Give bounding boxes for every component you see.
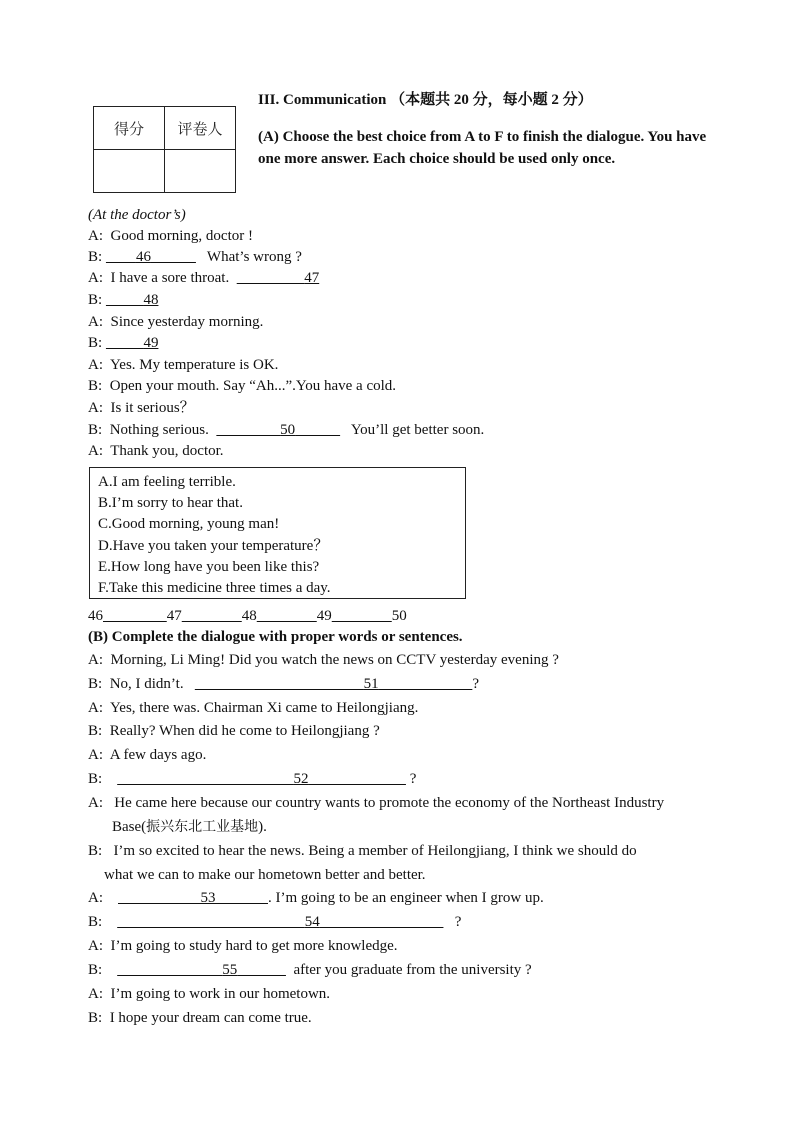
dialogue-line: [88, 356, 278, 374]
dialogue-line: [88, 722, 380, 740]
answer-blank-48[interactable]: [106, 292, 159, 308]
answer-blank-49[interactable]: [106, 335, 159, 351]
answer-blank-54[interactable]: [117, 914, 443, 930]
speaker: B:: [88, 249, 103, 265]
dialogue-line: [88, 746, 206, 764]
line-text: You’ll get better soon.: [350, 422, 485, 438]
dialogue-line: [88, 913, 461, 931]
answer-number: 47: [166, 608, 182, 624]
answer-number: 48: [241, 608, 257, 624]
line-text: what we can to make our hometown better and better.: [104, 867, 426, 883]
speaker: A:: [88, 890, 103, 906]
dialogue-line-continued: [112, 818, 267, 836]
speaker: A:: [88, 795, 103, 811]
speaker: B:: [88, 962, 103, 978]
score-cell[interactable]: [94, 150, 165, 193]
speaker: A:: [88, 652, 103, 668]
speaker: A:: [88, 443, 103, 459]
answer-blank-50[interactable]: [216, 422, 340, 438]
line-text: Yes. My temperature is OK.: [109, 357, 279, 373]
dialogue-line: [88, 839, 714, 863]
speaker: A:: [88, 270, 103, 286]
dialogue-line: [88, 248, 302, 266]
answer-slot[interactable]: [332, 608, 392, 624]
blank-number: 49: [143, 335, 159, 351]
grader-cell[interactable]: [165, 150, 236, 193]
dialogue-line: [88, 770, 416, 788]
dialogue-line: [88, 961, 532, 979]
line-text: ?: [454, 914, 462, 930]
line-text: Open your mouth. Say “Ah...”.You have a cold.: [109, 378, 397, 394]
blank-number: 51: [363, 676, 379, 692]
speaker: B:: [88, 723, 103, 739]
speaker: A:: [88, 938, 103, 954]
blank-number: 48: [143, 292, 159, 308]
answer-slot[interactable]: [103, 608, 167, 624]
dialogue-line: [88, 334, 158, 352]
dialogue-line: [88, 313, 263, 331]
speaker: A:: [88, 400, 103, 416]
dialogue-line: [88, 1009, 312, 1027]
speaker: A:: [88, 700, 103, 716]
dialogue-line: [88, 421, 484, 439]
line-text: No, I didn’t.: [109, 676, 184, 692]
line-text: I’m so excited to hear the news. Being a member of Heilongjiang, I think we should do: [113, 843, 637, 859]
line-text: ?: [409, 771, 417, 787]
answer-number: 49: [316, 608, 332, 624]
speaker: A:: [88, 986, 103, 1002]
line-text: Yes, there was. Chairman Xi came to Heilongjiang.: [109, 700, 419, 716]
line-text: Really? When did he come to Heilongjiang ?: [109, 723, 380, 739]
speaker: A:: [88, 228, 103, 244]
dialogue-line: [88, 227, 253, 245]
speaker: B:: [88, 292, 103, 308]
line-text: Since yesterday morning.: [110, 314, 264, 330]
speaker: B:: [88, 771, 103, 787]
line-text: Thank you, doctor.: [110, 443, 224, 459]
blank-number: 50: [280, 422, 296, 438]
blank-number: 46: [135, 249, 151, 265]
choice-f: F.Take this medicine three times a day.: [98, 580, 331, 596]
speaker: B:: [88, 676, 103, 692]
speaker: A:: [88, 357, 103, 373]
dialogue-line: [88, 399, 195, 417]
dialogue-line: [88, 675, 479, 693]
dialogue-line: [88, 699, 418, 717]
answer-slot[interactable]: [182, 608, 242, 624]
speaker: B:: [88, 378, 103, 394]
dialogue-line: [88, 291, 158, 309]
line-text: Morning, Li Ming! Did you watch the news on CCTV yesterday evening ?: [110, 652, 559, 668]
blank-number: 53: [200, 890, 216, 906]
line-text: I’m going to work in our hometown.: [110, 986, 331, 1002]
choice-c: C.Good morning, young man!: [98, 516, 280, 532]
line-text: Base(: [112, 819, 147, 835]
answer-blank-53[interactable]: [118, 890, 268, 906]
section-title: III. Communication （本题共 20 分，每小题 2 分）: [258, 92, 593, 108]
line-text-chinese: 振兴东北工业基地: [146, 819, 259, 835]
dialogue-line: [88, 651, 559, 669]
answer-number: 46: [88, 608, 103, 624]
dialogue-line-continued: [104, 866, 426, 884]
dialogue-line: [88, 791, 714, 815]
grader-label: 评卷人: [165, 107, 236, 150]
choice-a: A.I am feeling terrible.: [98, 474, 236, 490]
answer-blank-51[interactable]: [195, 676, 473, 692]
line-text: He came here because our country wants to promote the economy of the Northeast Industry: [114, 795, 665, 811]
dialogue-line: [88, 377, 396, 395]
dialogue-line: [88, 269, 319, 287]
blank-number: 55: [222, 962, 238, 978]
line-text: ).: [258, 819, 267, 835]
speaker: A:: [88, 314, 103, 330]
line-text: What’s wrong ?: [206, 249, 302, 265]
scene-label: (At the doctor’s): [88, 207, 186, 223]
blank-number: 52: [293, 771, 309, 787]
answer-blank-46[interactable]: [106, 249, 196, 265]
answer-blank-47[interactable]: [237, 270, 320, 286]
answer-blank-55[interactable]: [117, 962, 286, 978]
dialogue-line: [88, 442, 224, 460]
choice-d: D.Have you taken your temperature？: [98, 538, 329, 554]
answer-row: [88, 607, 407, 625]
speaker: B:: [88, 914, 103, 930]
line-text: Good morning, doctor !: [110, 228, 253, 244]
choice-e: E.How long have you been like this?: [98, 559, 320, 575]
answer-slot[interactable]: [257, 608, 317, 624]
dialogue-line: [88, 889, 544, 907]
blank-number: 47: [304, 270, 320, 286]
line-text: I hope your dream can come true.: [109, 1010, 312, 1026]
part-a-instruction: (A) Choose the best choice from A to F to finish the dialogue. You have one more answer. Each choice should be used only once.: [258, 129, 707, 167]
choices-box: [89, 467, 466, 599]
dialogue-line: [88, 937, 398, 955]
line-text: . I’m going to be an engineer when I grow up.: [268, 890, 544, 906]
line-text: Is it serious？: [110, 400, 195, 416]
choice-b: B.I’m sorry to hear that.: [98, 495, 243, 511]
speaker: B:: [88, 843, 103, 859]
score-box: [93, 106, 236, 193]
line-text: ?: [472, 676, 479, 692]
dialogue-line: [88, 985, 330, 1003]
answer-blank-52[interactable]: [117, 771, 406, 787]
answer-number: 50: [391, 608, 407, 624]
speaker: B:: [88, 422, 103, 438]
score-label: 得分: [94, 107, 165, 150]
part-b-instruction: (B) Complete the dialogue with proper words or sentences.: [88, 629, 463, 645]
speaker: B:: [88, 335, 103, 351]
line-text: Nothing serious.: [109, 422, 209, 438]
speaker: B:: [88, 1010, 103, 1026]
line-text: A few days ago.: [109, 747, 207, 763]
blank-number: 54: [304, 914, 320, 930]
line-text: after you graduate from the university ?: [293, 962, 532, 978]
line-text: I’m going to study hard to get more knowledge.: [110, 938, 398, 954]
line-text: I have a sore throat.: [110, 270, 230, 286]
speaker: A:: [88, 747, 103, 763]
